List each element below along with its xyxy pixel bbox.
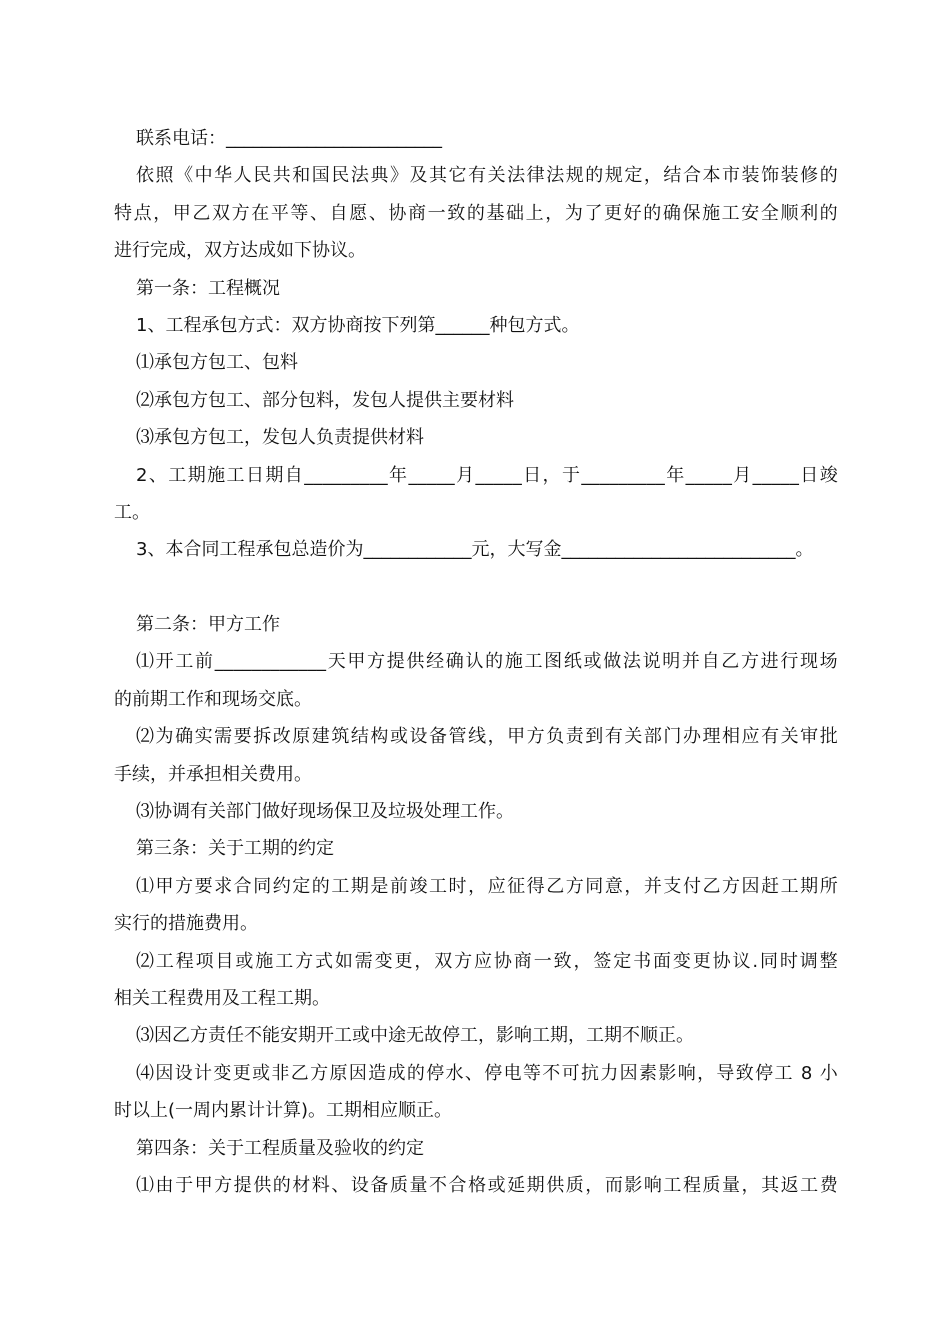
article-2-para-1-line-1: ⑴开工前____________天甲方提供经确认的施工图纸或做法说明并自乙方进行现场 — [136, 651, 838, 673]
article-2-para-1-line-2: 的前期工作和现场交底。 — [114, 688, 312, 710]
article-1-title: 第一条：工程概况 — [136, 277, 280, 299]
contract-page — [114, 120, 838, 1204]
article-1-item-1: 1、工程承包方式：双方协商按下列第______种包方式。 — [136, 314, 580, 336]
article-2-para-2-line-2: 手续，并承担相关费用。 — [114, 763, 312, 785]
contact-phone-line: 联系电话：________________________ — [136, 128, 442, 149]
article-4-title: 第四条：关于工程质量及验收的约定 — [136, 1137, 424, 1159]
article-3-para-3: ⑶因乙方责任不能安期开工或中途无故停工，影响工期，工期不顺正。 — [136, 1025, 694, 1047]
intro-line-3: 进行完成，双方达成如下协议。 — [114, 240, 366, 262]
intro-line-2: 特点，甲乙双方在平等、自愿、协商一致的基础上，为了更好的确保施工安全顺利的 — [114, 202, 838, 224]
spacer — [114, 569, 838, 606]
article-3-title: 第三条：关于工期的约定 — [136, 838, 334, 860]
article-1-item-2-line-2: 工。 — [114, 501, 150, 523]
article-1-item-2-line-1: 2、工期施工日期自_________年_____月_____日，于_________年_____月_____日竣 — [136, 464, 838, 486]
article-3-para-4-line-2: 时以上(一周内累计计算)。工期相应顺正。 — [114, 1100, 453, 1122]
article-3-para-2-line-1: ⑵工程项目或施工方式如需变更，双方应协商一致，签定书面变更协议.同时调整 — [136, 950, 838, 972]
article-3-para-1-line-1: ⑴甲方要求合同约定的工期是前竣工时，应征得乙方同意，并支付乙方因赶工期所 — [136, 875, 838, 897]
article-1-option-2: ⑵承包方包工、部分包料，发包人提供主要材料 — [136, 389, 514, 411]
article-1-option-1: ⑴承包方包工、包料 — [136, 352, 298, 374]
intro-line-1: 依照《中华人民共和国民法典》及其它有关法律法规的规定，结合本市装饰装修的 — [136, 165, 838, 187]
article-4-para-1-line-1: ⑴由于甲方提供的材料、设备质量不合格或延期供质，而影响工程质量，其返工费 — [136, 1174, 838, 1196]
article-3-para-1-line-2: 实行的措施费用。 — [114, 913, 258, 935]
article-1-item-3: 3、本合同工程承包总造价为____________元，大写金__________________________。 — [136, 539, 814, 561]
article-2-title: 第二条：甲方工作 — [136, 614, 280, 636]
article-3-para-4-line-1: ⑷因设计变更或非乙方原因造成的停水、停电等不可抗力因素影响，导致停工 8 小 — [136, 1062, 838, 1084]
article-1-option-3: ⑶承包方包工，发包人负责提供材料 — [136, 427, 424, 449]
article-2-para-2-line-1: ⑵为确实需要拆改原建筑结构或设备管线，甲方负责到有关部门办理相应有关审批 — [136, 726, 838, 748]
article-3-para-2-line-2: 相关工程费用及工程工期。 — [114, 987, 330, 1009]
article-2-para-3: ⑶协调有关部门做好现场保卫及垃圾处理工作。 — [136, 801, 514, 823]
